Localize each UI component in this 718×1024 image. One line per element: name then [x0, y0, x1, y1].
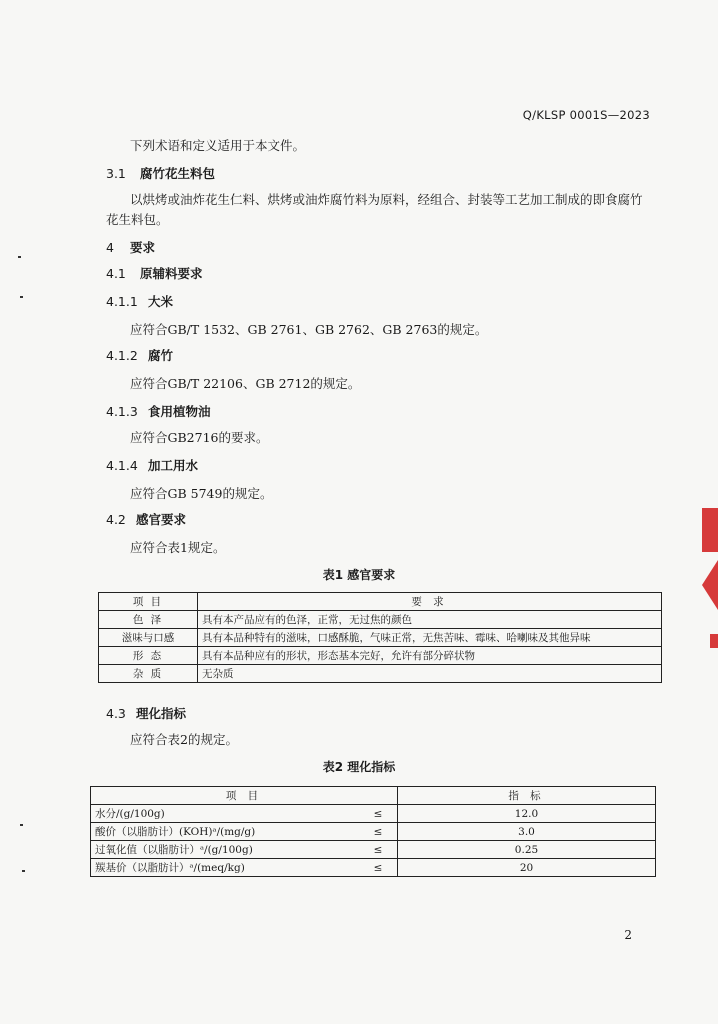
table-cell: 形 态 — [99, 647, 198, 665]
section-4-2-text: 应符合表1规定。 — [130, 540, 226, 555]
table1-caption: 表1 感官要求 — [322, 568, 396, 582]
table-cell: 20 — [398, 859, 656, 877]
section-4-2-heading: 4.2 感官要求 — [106, 512, 187, 527]
table-cell: 12.0 — [398, 805, 656, 823]
table-cell: ≤ — [359, 859, 398, 877]
table-row — [91, 841, 656, 859]
scan-dot — [22, 870, 25, 872]
section-3-1-heading: 3.1 腐竹花生料包 — [106, 166, 216, 181]
red-seal-edge — [702, 508, 718, 552]
table-row — [91, 823, 656, 841]
table-cell: 酸价（以脂肪计）(KOH)ᵃ/(mg/g) — [91, 823, 360, 841]
section-4-1-2-text: 应符合GB/T 22106、GB 2712的规定。 — [130, 376, 361, 391]
table-row — [99, 611, 662, 629]
table-row — [91, 859, 656, 877]
table-header-cell: 要 求 — [198, 593, 662, 611]
red-seal-edge — [710, 634, 718, 648]
table-header-row — [91, 787, 656, 805]
section-4-1-1-text: 应符合GB/T 1532、GB 2761、GB 2762、GB 2763的规定。 — [130, 322, 488, 337]
section-4-heading: 4 要求 — [106, 240, 156, 255]
table-header-cell: 项 目 — [99, 593, 198, 611]
scan-dot — [20, 296, 23, 298]
table-cell: 过氧化值（以脂肪计）ᵃ/(g/100g) — [91, 841, 360, 859]
section-3-1-text: 以烘烤或油炸花生仁料、烘烤或油炸腐竹料为原料，经组合、封装等工艺加工制成的即食腐竹花生料包。 — [106, 192, 643, 227]
table-cell: 色 泽 — [99, 611, 198, 629]
table-row — [99, 647, 662, 665]
scan-dot — [18, 256, 21, 258]
table-row — [99, 629, 662, 647]
table-header-row — [99, 593, 662, 611]
table-cell: 滋味与口感 — [99, 629, 198, 647]
section-4-3-text: 应符合表2的规定。 — [130, 732, 238, 747]
section-4-1-3-text: 应符合GB2716的要求。 — [130, 430, 269, 445]
table-cell: 具有本产品应有的色泽，正常，无过焦的颜色 — [198, 611, 662, 629]
table-cell: 杂 质 — [99, 665, 198, 683]
table-cell: 具有本品种应有的形状，形态基本完好，允许有部分碎状物 — [198, 647, 662, 665]
table-header-cell: 指 标 — [398, 787, 656, 805]
table-header-cell: 项 目 — [91, 787, 398, 805]
intro-text: 下列术语和定义适用于本文件。 — [130, 138, 306, 153]
standard-code: Q/KLSP 0001S—2023 — [522, 108, 650, 122]
section-4-1-4-heading: 4.1.4 加工用水 — [106, 458, 199, 473]
table-cell: 羰基价（以脂肪计）ᵃ/(meq/kg) — [91, 859, 360, 877]
table-cell: 0.25 — [398, 841, 656, 859]
section-4-1-heading: 4.1 原辅料要求 — [106, 266, 203, 281]
table-cell: 具有本品种特有的滋味，口感酥脆，气味正常，无焦苦味、霉味、哈喇味及其他异味 — [198, 629, 662, 647]
section-4-1-1-heading: 4.1.1 大米 — [106, 294, 174, 309]
table-cell: 3.0 — [398, 823, 656, 841]
section-4-1-3-heading: 4.1.3 食用植物油 — [106, 404, 211, 419]
page-number: 2 — [624, 928, 632, 942]
table-cell: ≤ — [359, 805, 398, 823]
physicochemical-indicators-table — [90, 786, 656, 877]
table-cell: 无杂质 — [198, 665, 662, 683]
sensory-requirements-table — [98, 592, 662, 683]
table-cell: 水分/(g/100g) — [91, 805, 360, 823]
table-cell: ≤ — [359, 823, 398, 841]
section-4-1-4-text: 应符合GB 5749的规定。 — [130, 486, 273, 501]
table2-caption: 表2 理化指标 — [322, 760, 396, 774]
table-row — [99, 665, 662, 683]
section-4-3-heading: 4.3 理化指标 — [106, 706, 187, 721]
scan-dot — [20, 824, 23, 826]
table-row — [91, 805, 656, 823]
section-4-1-2-heading: 4.1.2 腐竹 — [106, 348, 174, 363]
table-cell: ≤ — [359, 841, 398, 859]
